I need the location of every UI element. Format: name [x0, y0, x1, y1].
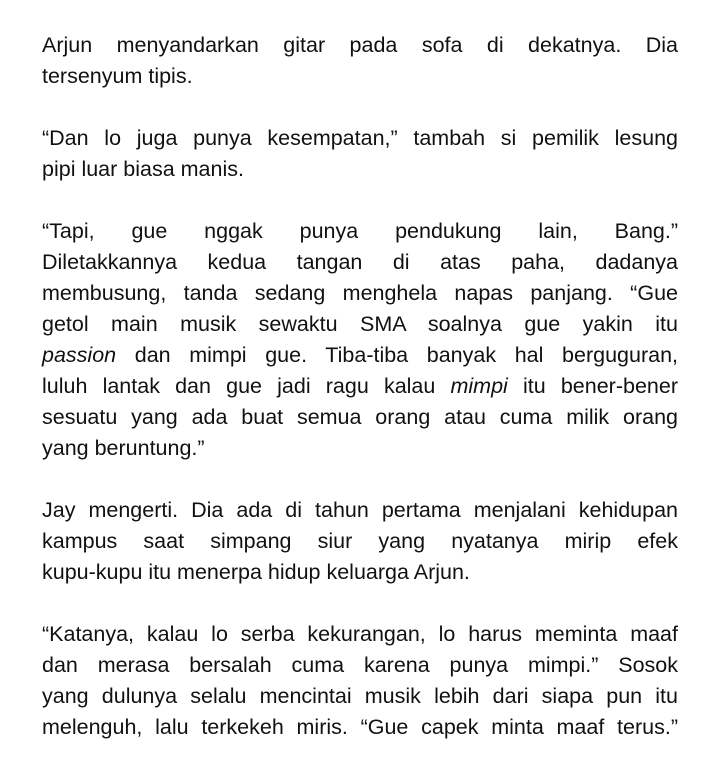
paragraph-5 — [42, 619, 678, 743]
paragraph-2 — [42, 123, 678, 185]
text-line: yang dulunya selalu mencintai musik lebih dari siapa pun itu — [42, 684, 678, 708]
italic-word: mimpi — [450, 374, 508, 398]
text-line: kupu-kupu itu menerpa hidup keluarga Arjun. — [42, 560, 470, 584]
paragraph-3 — [42, 216, 678, 464]
text-line: Arjun menyandarkan gitar pada sofa di dekatnya. Dia — [42, 33, 678, 57]
text-segment: itu bener-bener — [507, 374, 678, 398]
text-line: Jay mengerti. Dia ada di tahun pertama menjalani kehidupan — [42, 498, 678, 522]
paragraph-4 — [42, 495, 678, 588]
text-line: sesuatu yang ada buat semua orang atau cuma milik orang — [42, 405, 678, 429]
text-line: getol main musik sewaktu SMA soalnya gue yakin itu — [42, 312, 678, 336]
document-page — [42, 30, 678, 774]
text-line: tersenyum tipis. — [42, 64, 193, 88]
text-line: membusung, tanda sedang menghela napas panjang. “Gue — [42, 281, 678, 305]
text-segment: dan mimpi gue. Tiba-tiba banyak hal berguguran, — [116, 343, 678, 367]
text-line: kampus saat simpang siur yang nyatanya mirip efek — [42, 529, 678, 553]
italic-word: passion — [42, 343, 117, 367]
text-line: Diletakkannya kedua tangan di atas paha, dadanya — [42, 250, 678, 274]
text-line: dan merasa bersalah cuma karena punya mimpi.” Sosok — [42, 653, 678, 677]
text-line: melenguh, lalu terkekeh miris. “Gue capek minta maaf terus.” — [42, 715, 678, 739]
text-line — [42, 371, 678, 402]
text-line: “Katanya, kalau lo serba kekurangan, lo harus meminta maaf — [42, 622, 678, 646]
text-line: pipi luar biasa manis. — [42, 157, 244, 181]
text-line: “Dan lo juga punya kesempatan,” tambah si pemilik lesung — [42, 126, 678, 150]
text-line — [42, 340, 678, 371]
text-segment: luluh lantak dan gue jadi ragu kalau — [42, 374, 451, 398]
paragraph-1 — [42, 30, 678, 92]
text-line: “Tapi, gue nggak punya pendukung lain, Bang.” — [42, 219, 678, 243]
text-line: yang beruntung.” — [42, 436, 205, 460]
